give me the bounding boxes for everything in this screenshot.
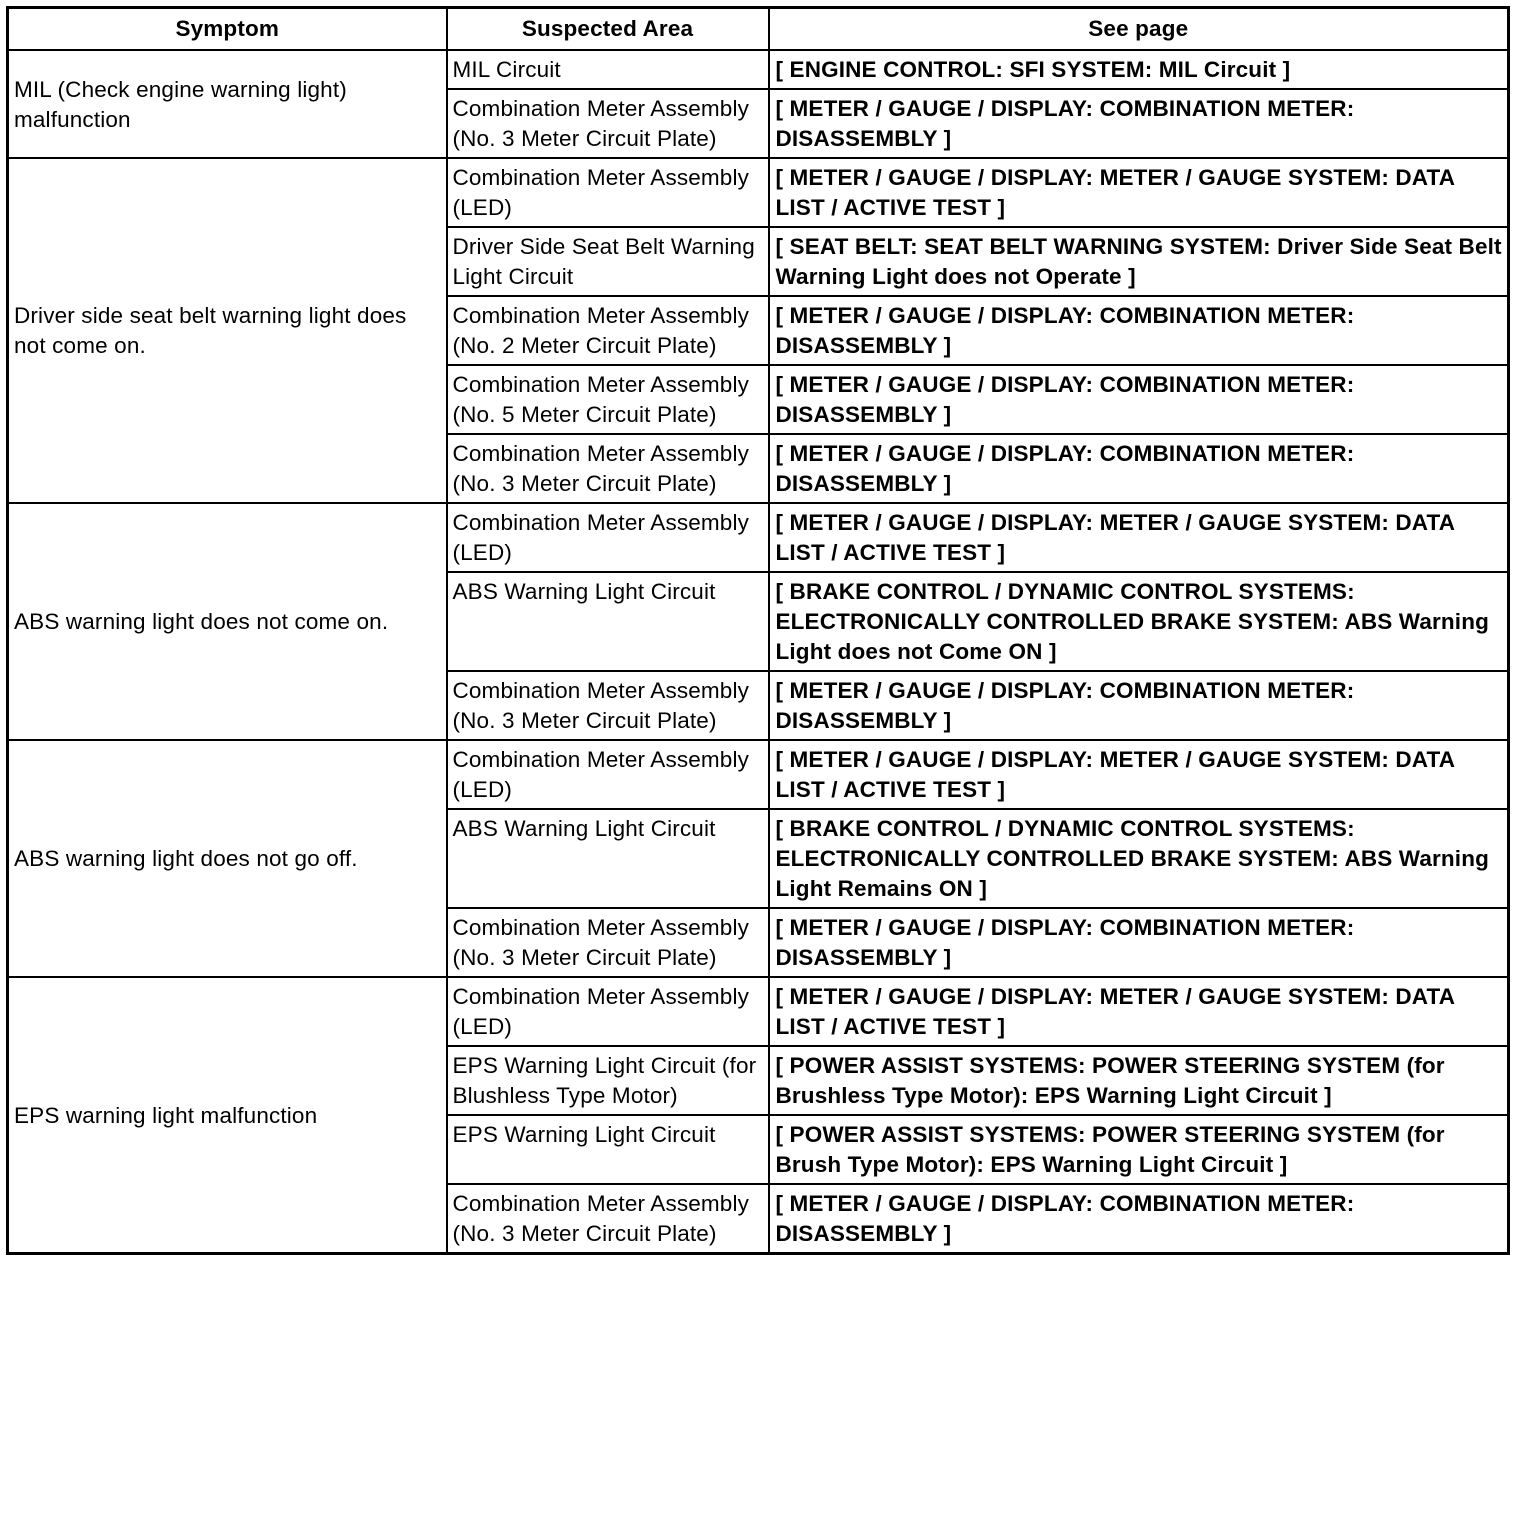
see-page-cell: [ METER / GAUGE / DISPLAY: COMBINATION METER: DISASSEMBLY ] (769, 1184, 1509, 1254)
see-page-cell: [ SEAT BELT: SEAT BELT WARNING SYSTEM: Driver Side Seat Belt Warning Light does not Operate ] (769, 227, 1509, 296)
header-suspected-area: Suspected Area (447, 8, 769, 51)
suspected-area-cell: MIL Circuit (447, 50, 769, 89)
table-body (8, 50, 1509, 1254)
see-page-cell: [ METER / GAUGE / DISPLAY: METER / GAUGE SYSTEM: DATA LIST / ACTIVE TEST ] (769, 740, 1509, 809)
see-page-cell: [ METER / GAUGE / DISPLAY: METER / GAUGE SYSTEM: DATA LIST / ACTIVE TEST ] (769, 158, 1509, 227)
see-page-cell: [ METER / GAUGE / DISPLAY: METER / GAUGE SYSTEM: DATA LIST / ACTIVE TEST ] (769, 977, 1509, 1046)
suspected-area-cell: ABS Warning Light Circuit (447, 809, 769, 908)
suspected-area-cell: EPS Warning Light Circuit (for Blushless Type Motor) (447, 1046, 769, 1115)
header-symptom: Symptom (8, 8, 447, 51)
symptom-cell: MIL (Check engine warning light) malfunction (8, 50, 447, 158)
suspected-area-cell: Driver Side Seat Belt Warning Light Circuit (447, 227, 769, 296)
table-row (8, 977, 1509, 1046)
suspected-area-cell: Combination Meter Assembly (No. 3 Meter Circuit Plate) (447, 434, 769, 503)
see-page-cell: [ METER / GAUGE / DISPLAY: COMBINATION METER: DISASSEMBLY ] (769, 671, 1509, 740)
table-row (8, 503, 1509, 572)
suspected-area-cell: ABS Warning Light Circuit (447, 572, 769, 671)
suspected-area-cell: Combination Meter Assembly (No. 3 Meter Circuit Plate) (447, 1184, 769, 1254)
suspected-area-cell: Combination Meter Assembly (LED) (447, 503, 769, 572)
table-row (8, 740, 1509, 809)
table-row (8, 158, 1509, 227)
suspected-area-cell: Combination Meter Assembly (No. 5 Meter Circuit Plate) (447, 365, 769, 434)
suspected-area-cell: Combination Meter Assembly (LED) (447, 158, 769, 227)
symptom-cell: EPS warning light malfunction (8, 977, 447, 1254)
suspected-area-cell: Combination Meter Assembly (LED) (447, 977, 769, 1046)
suspected-area-cell: Combination Meter Assembly (No. 3 Meter Circuit Plate) (447, 671, 769, 740)
see-page-cell: [ ENGINE CONTROL: SFI SYSTEM: MIL Circuit ] (769, 50, 1509, 89)
see-page-cell: [ POWER ASSIST SYSTEMS: POWER STEERING SYSTEM (for Brushless Type Motor): EPS Warning Light Circuit ] (769, 1046, 1509, 1115)
see-page-cell: [ METER / GAUGE / DISPLAY: COMBINATION METER: DISASSEMBLY ] (769, 365, 1509, 434)
suspected-area-cell: Combination Meter Assembly (No. 2 Meter Circuit Plate) (447, 296, 769, 365)
symptom-cell: ABS warning light does not go off. (8, 740, 447, 977)
see-page-cell: [ BRAKE CONTROL / DYNAMIC CONTROL SYSTEMS: ELECTRONICALLY CONTROLLED BRAKE SYSTEM: ABS Warning Light does not Come ON ] (769, 572, 1509, 671)
see-page-cell: [ METER / GAUGE / DISPLAY: COMBINATION METER: DISASSEMBLY ] (769, 89, 1509, 158)
see-page-cell: [ POWER ASSIST SYSTEMS: POWER STEERING SYSTEM (for Brush Type Motor): EPS Warning Light Circuit ] (769, 1115, 1509, 1184)
header-see-page: See page (769, 8, 1509, 51)
suspected-area-cell: EPS Warning Light Circuit (447, 1115, 769, 1184)
table-row (8, 50, 1509, 89)
symptom-table (6, 6, 1510, 1255)
see-page-cell: [ METER / GAUGE / DISPLAY: COMBINATION METER: DISASSEMBLY ] (769, 296, 1509, 365)
suspected-area-cell: Combination Meter Assembly (No. 3 Meter Circuit Plate) (447, 89, 769, 158)
see-page-cell: [ METER / GAUGE / DISPLAY: COMBINATION METER: DISASSEMBLY ] (769, 908, 1509, 977)
see-page-cell: [ METER / GAUGE / DISPLAY: METER / GAUGE SYSTEM: DATA LIST / ACTIVE TEST ] (769, 503, 1509, 572)
header-row (8, 8, 1509, 51)
suspected-area-cell: Combination Meter Assembly (LED) (447, 740, 769, 809)
symptom-cell: ABS warning light does not come on. (8, 503, 447, 740)
see-page-cell: [ BRAKE CONTROL / DYNAMIC CONTROL SYSTEMS: ELECTRONICALLY CONTROLLED BRAKE SYSTEM: ABS Warning Light Remains ON ] (769, 809, 1509, 908)
symptom-cell: Driver side seat belt warning light does not come on. (8, 158, 447, 503)
suspected-area-cell: Combination Meter Assembly (No. 3 Meter Circuit Plate) (447, 908, 769, 977)
table-header (8, 8, 1509, 51)
see-page-cell: [ METER / GAUGE / DISPLAY: COMBINATION METER: DISASSEMBLY ] (769, 434, 1509, 503)
